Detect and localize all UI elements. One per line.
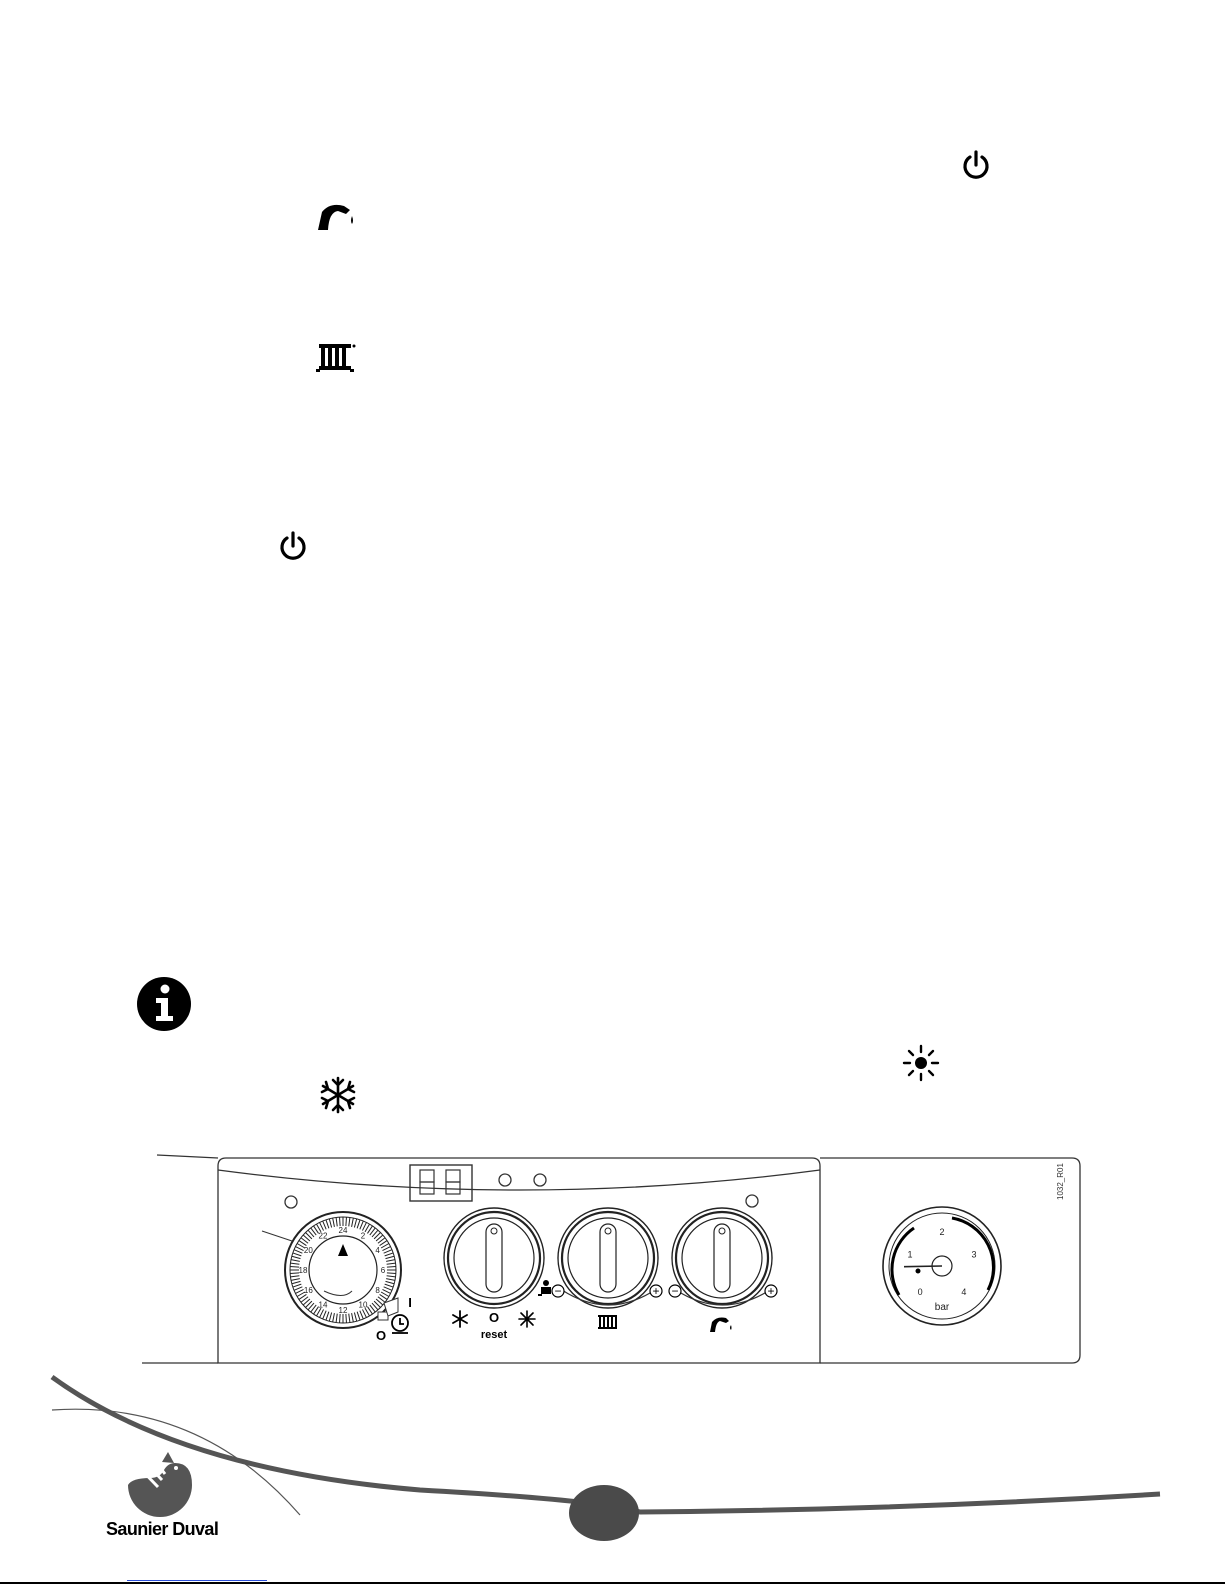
mechanical-timer[interactable] [262, 1212, 401, 1328]
timer-dial-number: 12 [338, 1306, 348, 1315]
digital-display [410, 1165, 472, 1201]
chimney-sweep-icon [538, 1280, 551, 1296]
fascia-curve [218, 1170, 820, 1190]
gauge-needle [904, 1266, 942, 1267]
gauge-tick-label: 3 [971, 1249, 977, 1260]
dhw-minus-label: − [671, 1284, 679, 1298]
timer-dial-number: 20 [303, 1246, 313, 1255]
gauge-unit-label: bar [934, 1302, 950, 1313]
gauge-tick-label: 4 [961, 1287, 967, 1298]
gauge-center-dot-icon [916, 1269, 921, 1274]
timer-switch[interactable] [378, 1312, 388, 1320]
mode-off-label: O [488, 1310, 500, 1325]
pressure-gauge [883, 1207, 1001, 1325]
indicator-led [534, 1174, 546, 1186]
timer-dial-number: 18 [298, 1266, 308, 1275]
timer-off-label: O [375, 1328, 387, 1343]
clock-icon [392, 1315, 408, 1333]
sun-icon [519, 1311, 535, 1327]
timer-dial-number: 22 [318, 1231, 328, 1241]
heating-minus-label: − [554, 1284, 562, 1298]
timer-dial-number: 14 [318, 1300, 328, 1310]
brand-name: Saunier Duval [106, 1519, 219, 1539]
timer-dial-number: 24 [338, 1226, 348, 1235]
timer-dial-number: 8 [375, 1286, 380, 1295]
timer-on-label: I [408, 1295, 412, 1310]
timer-dial-number: 4 [375, 1246, 380, 1255]
indicator-led [285, 1196, 297, 1208]
heating-temperature-knob[interactable] [558, 1208, 658, 1308]
housing-top-left-edge [157, 1155, 218, 1158]
tap-icon [710, 1318, 732, 1333]
indicator-led [499, 1174, 511, 1186]
drawing-reference: 1032_R01 [1056, 1163, 1065, 1200]
hot-water-temperature-knob[interactable] [672, 1208, 775, 1308]
gauge-tick-label: 2 [939, 1227, 945, 1237]
snowflake-icon [453, 1311, 467, 1327]
gauge-tick-label: 0 [917, 1287, 923, 1298]
timer-dial-number: 10 [358, 1300, 368, 1310]
radiator-icon [598, 1315, 617, 1329]
dhw-plus-label: + [767, 1284, 775, 1298]
reset-label: reset [480, 1329, 508, 1341]
mode-selector-knob[interactable] [444, 1208, 544, 1308]
timer-dial-number: 2 [360, 1231, 366, 1241]
timer-dial-number: 6 [380, 1266, 386, 1275]
gauge-tick-label: 1 [907, 1249, 913, 1260]
timer-dial-number: 16 [303, 1286, 313, 1295]
heating-plus-label: + [652, 1284, 660, 1298]
page-number-badge [569, 1485, 639, 1541]
page-bottom-rule [0, 1582, 1225, 1584]
saunier-duval-logo [128, 1449, 192, 1517]
indicator-led [746, 1195, 758, 1207]
link-underline [127, 1580, 267, 1581]
